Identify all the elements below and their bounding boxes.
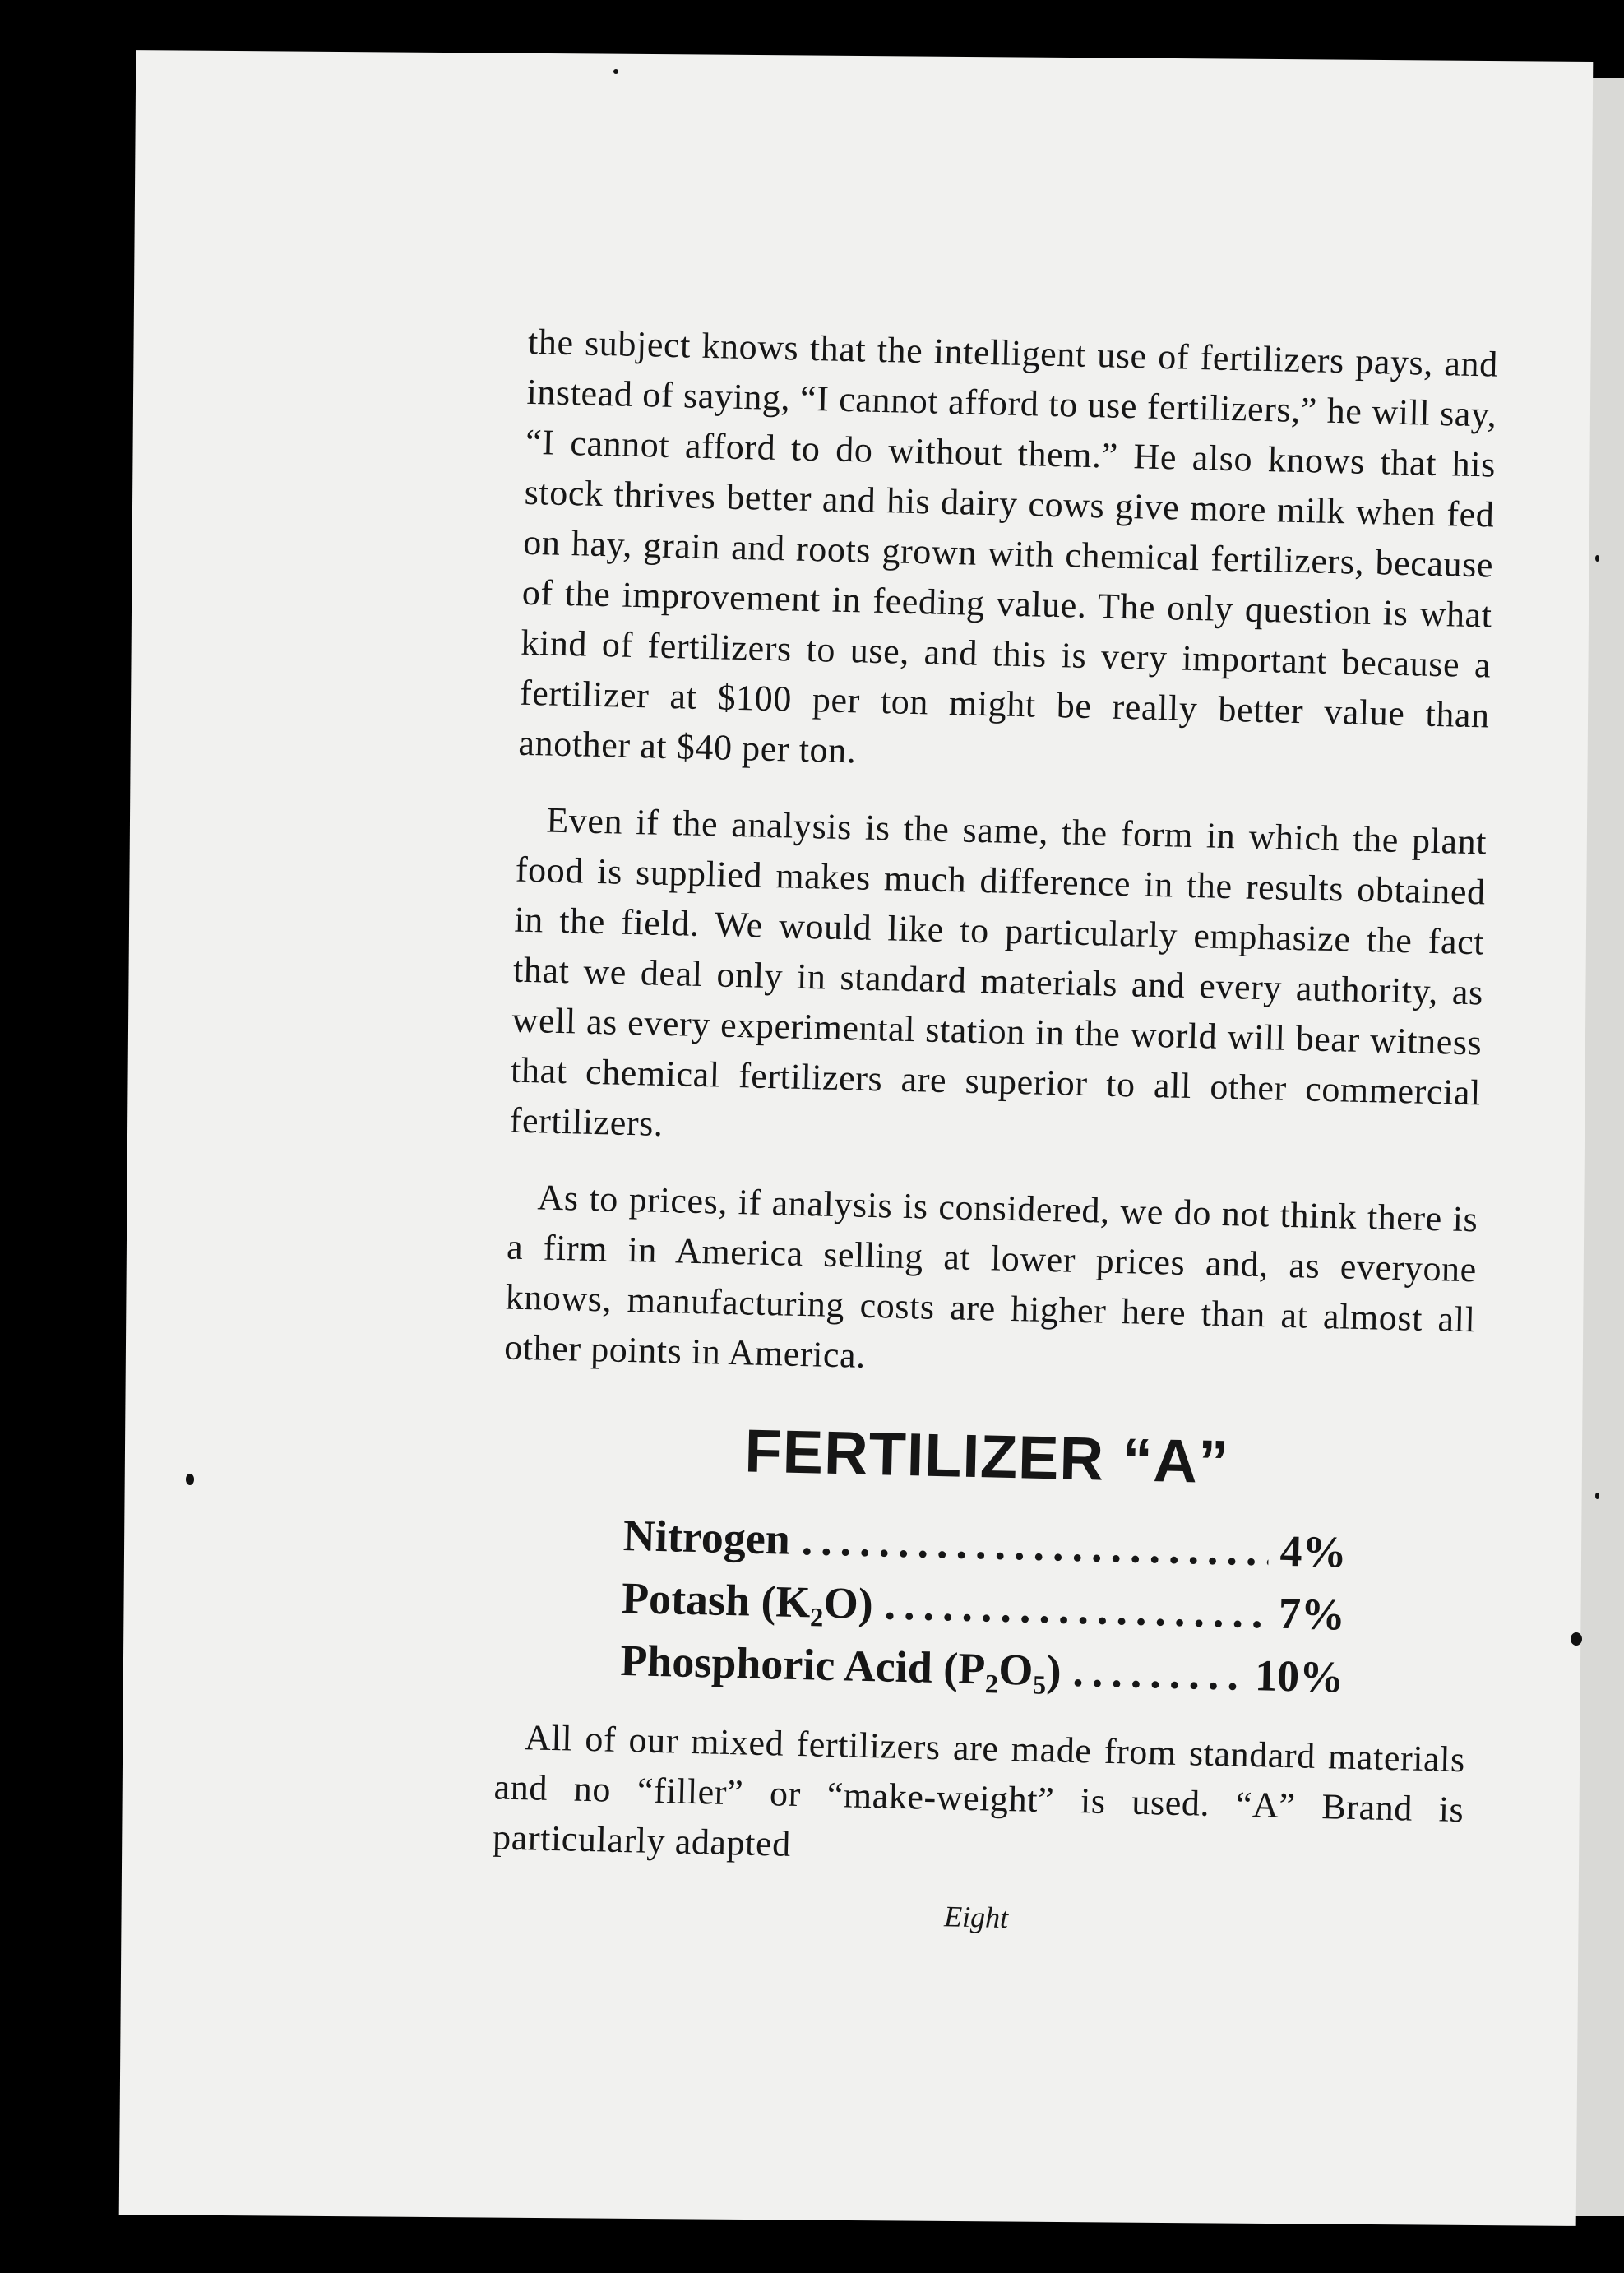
analysis-value: 4% bbox=[1279, 1525, 1348, 1577]
analysis-label: Phosphoric Acid (P₂O₅) bbox=[619, 1635, 1062, 1696]
analysis-label: Nitrogen bbox=[622, 1510, 791, 1564]
page-number: Eight bbox=[943, 1900, 1009, 1935]
page-content bbox=[491, 317, 1499, 1946]
analysis-value: 7% bbox=[1278, 1588, 1346, 1640]
scan-speck bbox=[613, 69, 618, 74]
body-paragraph-2: Even if the analysis is the same, the form in which the plant food is supplied makes much difference in the results obtained in the field. We would like to particularly emphasize the fact that we deal only in standard materials and every authority, as well as every experimental station in the world will bear witness that chemical fertilizers are superior to all other commercial fertilizers. bbox=[509, 799, 1488, 1144]
scan-speck bbox=[1595, 1493, 1599, 1499]
product-heading: FERTILIZER “A” bbox=[743, 1416, 1230, 1497]
leader-dots bbox=[1072, 1640, 1244, 1706]
closing-paragraph: All of our mixed fertilizers are made from standard materials and no “filler” or “make-weight” is used. “A” Brand is particularly adapted bbox=[492, 1717, 1466, 1864]
book-page bbox=[119, 50, 1594, 2226]
scan-speck bbox=[1571, 1632, 1582, 1646]
leader-dots bbox=[801, 1508, 1270, 1581]
body-paragraph-3: As to prices, if analysis is considered, we do not think there is a firm in America selling at lower prices and, as everyone knows, manufacturing costs are higher here than at almost all other points in America. bbox=[503, 1177, 1478, 1376]
analysis-value: 10% bbox=[1254, 1650, 1344, 1702]
body-paragraph-1: the subject knows that the intelligent use of fertilizers pays, and instead of saying, “I cannot afford to use fertilizers,” he will say, “I cannot afford to do without them.” He also knows that his stock thrives better and his dairy cows give more milk when fed on hay, grain and roots grown with chemical fertilizers, because of the improvement in feeding value. The only question is what kind of fertilizers to use, and this is very important because a fertilizer at $100 per ton might be really better value than another at $40 per ton. bbox=[518, 321, 1499, 771]
analysis-table bbox=[619, 1504, 1347, 1709]
analysis-label: Potash (K₂O) bbox=[621, 1572, 874, 1629]
scan-speck bbox=[1595, 555, 1599, 562]
leader-dots bbox=[884, 1572, 1268, 1644]
scan-speck bbox=[186, 1474, 194, 1485]
